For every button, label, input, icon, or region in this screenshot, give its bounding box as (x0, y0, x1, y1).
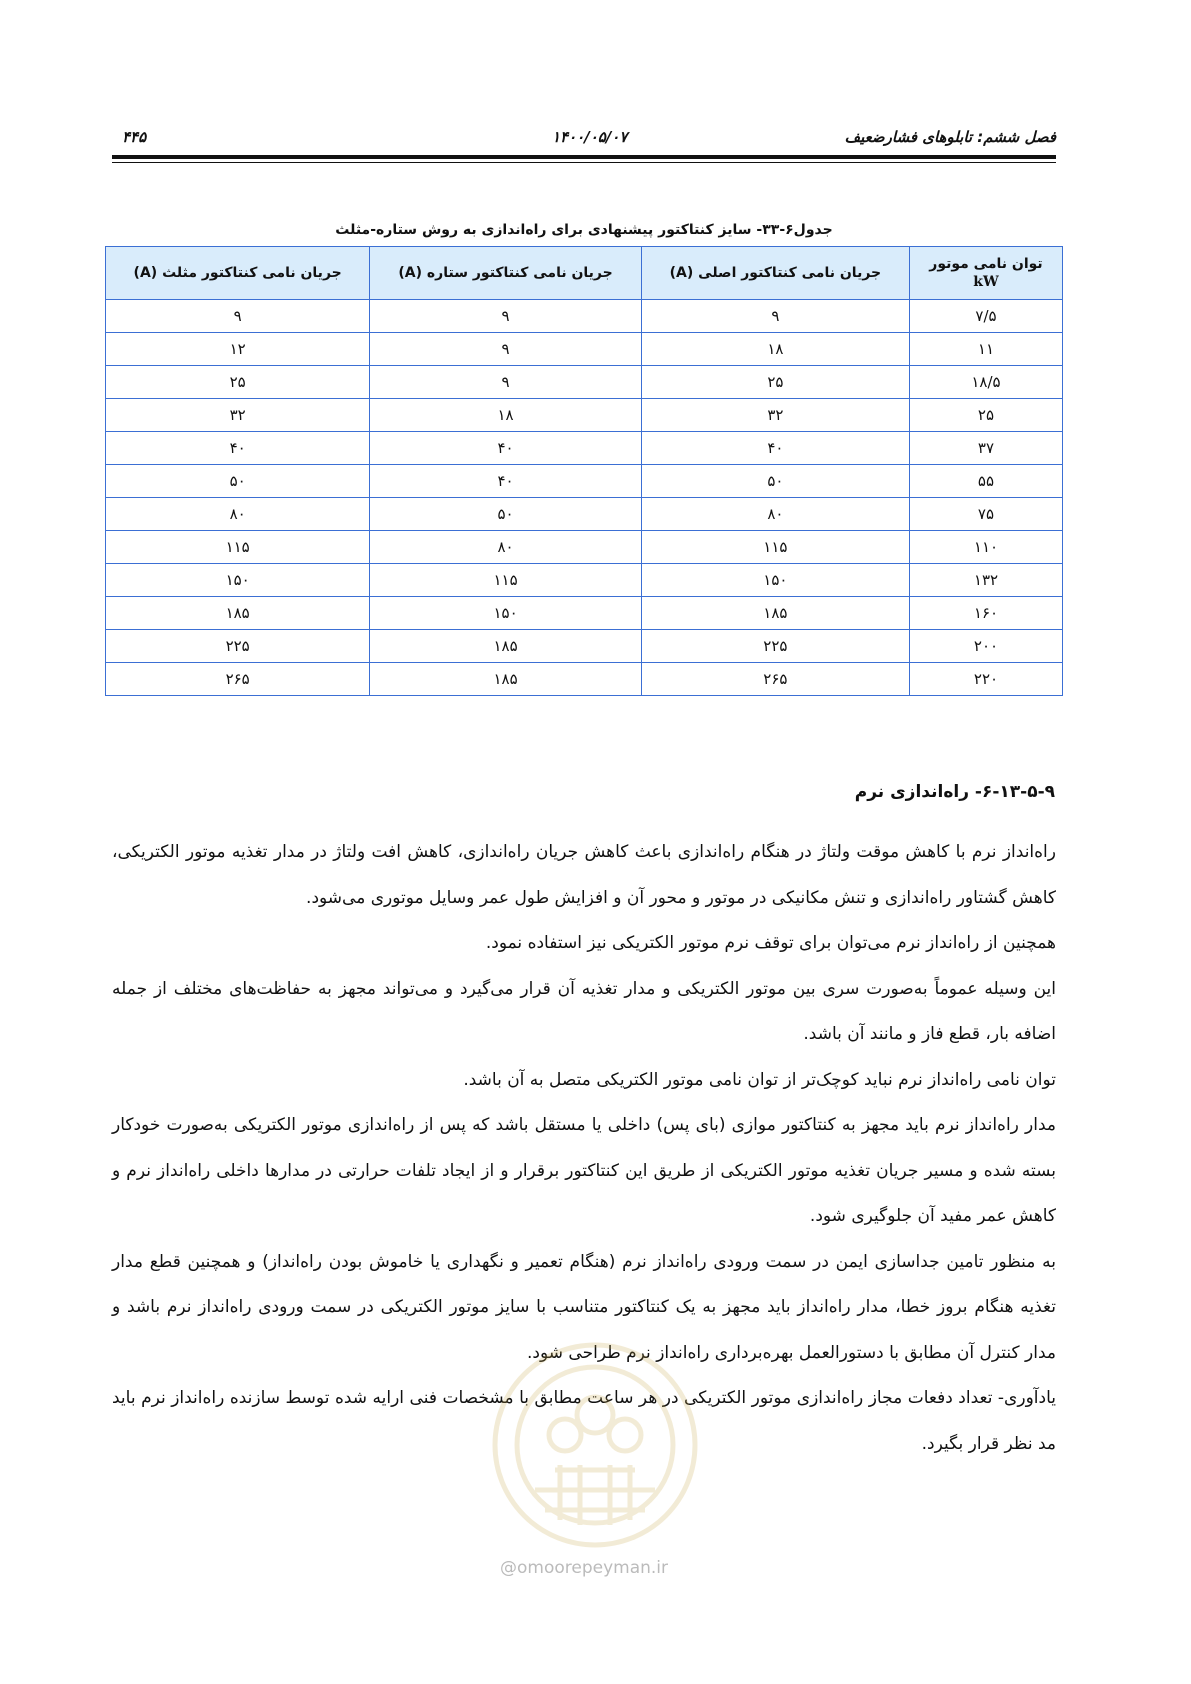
cell-delta-contactor: ۳۲ (106, 399, 370, 432)
table-row (106, 300, 1063, 333)
cell-delta-contactor: ۱۱۵ (106, 531, 370, 564)
cell-star-contactor: ۸۰ (370, 531, 642, 564)
body-paragraph: همچنین از راه‌انداز نرم می‌توان برای توقف نرم موتور الکتریکی نیز استفاده نمود. (485, 933, 1056, 953)
section-heading: ۶-۱۳-۵-۹- راه‌اندازی نرم (854, 782, 1055, 802)
watermark-logo (480, 1330, 710, 1560)
cell-delta-contactor: ۱۸۵ (106, 597, 370, 630)
table-row (106, 465, 1063, 498)
cell-motor-power: ۷۵ (909, 498, 1062, 531)
cell-star-contactor: ۹ (370, 300, 642, 333)
document-date: ۱۴۰۰/۰۵/۰۷ (552, 128, 628, 146)
cell-main-contactor: ۵۰ (641, 465, 909, 498)
cell-motor-power: ۵۵ (909, 465, 1062, 498)
table-row (106, 399, 1063, 432)
cell-main-contactor: ۱۱۵ (641, 531, 909, 564)
body-paragraph: راه‌انداز نرم با کاهش موقت ولتاژ در هنگام راه‌اندازی باعث کاهش جریان راه‌اندازی، کاهش افت ولتاژ در مدار تغذیه موتور الکتریکی، کاهش گشتاور راه‌اندازی و تنش مکانیکی در موتور و محور آن و افزایش طول عمر وسایل موتوری می‌شود. (112, 842, 1056, 908)
body-paragraph: این وسیله عموماً به‌صورت سری بین موتور الکتریکی و مدار تغذیه آن قرار می‌گیرد و می‌تواند مجهز به حفاظت‌های مختلف از جمله اضافه بار، قطع فاز و مانند آن باشد. (112, 978, 1056, 1044)
cell-delta-contactor: ۲۶۵ (106, 663, 370, 696)
cell-star-contactor: ۵۰ (370, 498, 642, 531)
header-delta-contactor: جریان نامی کنتاکتور مثلث (A) (106, 247, 370, 300)
cell-star-contactor: ۴۰ (370, 432, 642, 465)
cell-motor-power: ۱۱ (909, 333, 1062, 366)
header-motor-power-unit: kW (973, 274, 999, 290)
cell-delta-contactor: ۸۰ (106, 498, 370, 531)
cell-motor-power: ۲۵ (909, 399, 1062, 432)
header-rule-thin (112, 162, 1056, 163)
cell-delta-contactor: ۲۵ (106, 366, 370, 399)
header-star-contactor: جریان نامی کنتاکتور ستاره (A) (370, 247, 642, 300)
table-body (106, 300, 1063, 696)
cell-star-contactor: ۹ (370, 333, 642, 366)
cell-main-contactor: ۱۸۵ (641, 597, 909, 630)
cell-main-contactor: ۳۲ (641, 399, 909, 432)
table-row (106, 630, 1063, 663)
chapter-title: فصل ششم: تابلوهای فشارضعیف (844, 128, 1056, 146)
watermark-text: @omoorepeyman.ir (500, 1558, 669, 1578)
body-paragraph: یادآوری- تعداد دفعات مجاز راه‌اندازی موتور الکتریکی در هر ساعت مطابق با مشخصات فنی ارایه شده توسط سازنده راه‌انداز نرم باید مد نظر قرار بگیرد. (112, 1388, 1056, 1454)
cell-motor-power: ۱۶۰ (909, 597, 1062, 630)
table-row (106, 333, 1063, 366)
cell-main-contactor: ۲۵ (641, 366, 909, 399)
table-caption: جدول۶-۳۳- سایز کنتاکتور پیشنهادی برای راه‌اندازی به روش ستاره-مثلث (335, 222, 833, 238)
cell-main-contactor: ۸۰ (641, 498, 909, 531)
cell-motor-power: ۷/۵ (909, 300, 1062, 333)
cell-main-contactor: ۲۲۵ (641, 630, 909, 663)
cell-delta-contactor: ۱۲ (106, 333, 370, 366)
header-motor-power-label: توان نامی موتور (929, 256, 1043, 272)
table-row (106, 663, 1063, 696)
table-row (106, 564, 1063, 597)
cell-main-contactor: ۴۰ (641, 432, 909, 465)
cell-main-contactor: ۲۶۵ (641, 663, 909, 696)
cell-delta-contactor: ۲۲۵ (106, 630, 370, 663)
page-number: ۴۴۵ (122, 128, 147, 146)
cell-motor-power: ۲۲۰ (909, 663, 1062, 696)
cell-star-contactor: ۴۰ (370, 465, 642, 498)
cell-star-contactor: ۱۸۵ (370, 663, 642, 696)
table-row (106, 597, 1063, 630)
header-rule-thick (112, 155, 1056, 159)
cell-star-contactor: ۱۸ (370, 399, 642, 432)
cell-motor-power: ۱۱۰ (909, 531, 1062, 564)
table-row (106, 498, 1063, 531)
cell-delta-contactor: ۱۵۰ (106, 564, 370, 597)
table-row (106, 432, 1063, 465)
cell-motor-power: ۱۸/۵ (909, 366, 1062, 399)
cell-motor-power: ۱۳۲ (909, 564, 1062, 597)
body-paragraph: مدار راه‌انداز نرم باید مجهز به کنتاکتور موازی (بای پس) داخلی یا مستقل باشد که پس از راه‌اندازی موتور الکتریکی به‌صورت خودکار بسته شده و مسیر جریان تغذیه موتور الکتریکی از طریق این کنتاکتور برقرار و از ایجاد تلفات حرارتی در مدارها داخلی راه‌انداز نرم و کاهش عمر مفید آن جلوگیری شود. (112, 1115, 1056, 1226)
table-header-row (106, 247, 1063, 300)
table-row (106, 531, 1063, 564)
cell-motor-power: ۳۷ (909, 432, 1062, 465)
table-row (106, 366, 1063, 399)
body-paragraph: توان نامی راه‌انداز نرم نباید کوچک‌تر از توان نامی موتور الکتریکی متصل به آن باشد. (463, 1069, 1056, 1090)
cell-star-contactor: ۱۱۵ (370, 564, 642, 597)
page-header (112, 122, 1056, 144)
cell-delta-contactor: ۴۰ (106, 432, 370, 465)
cell-star-contactor: ۱۵۰ (370, 597, 642, 630)
cell-main-contactor: ۱۸ (641, 333, 909, 366)
cell-delta-contactor: ۹ (106, 300, 370, 333)
cell-star-contactor: ۹ (370, 366, 642, 399)
cell-star-contactor: ۱۸۵ (370, 630, 642, 663)
cell-delta-contactor: ۵۰ (106, 465, 370, 498)
cell-main-contactor: ۱۵۰ (641, 564, 909, 597)
header-motor-power (909, 247, 1062, 300)
header-main-contactor: جریان نامی کنتاکتور اصلی (A) (641, 247, 909, 300)
body-paragraph: به منظور تامین جداسازی ایمن در سمت ورودی راه‌انداز نرم (هنگام تعمیر و نگهداری یا خاموش بودن راه‌انداز) و همچنین قطع مدار تغذیه هنگام بروز خطا، مدار راه‌انداز باید مجهز به یک کنتاکتور متناسب با سایز موتور الکتریکی در سمت ورودی راه‌انداز نرم باشد و مدار کنترل آن مطابق با دستورالعمل بهره‌برداری راه‌انداز نرم طراحی شود. (112, 1251, 1056, 1363)
contactor-size-table (105, 246, 1063, 696)
cell-motor-power: ۲۰۰ (909, 630, 1062, 663)
cell-main-contactor: ۹ (641, 300, 909, 333)
